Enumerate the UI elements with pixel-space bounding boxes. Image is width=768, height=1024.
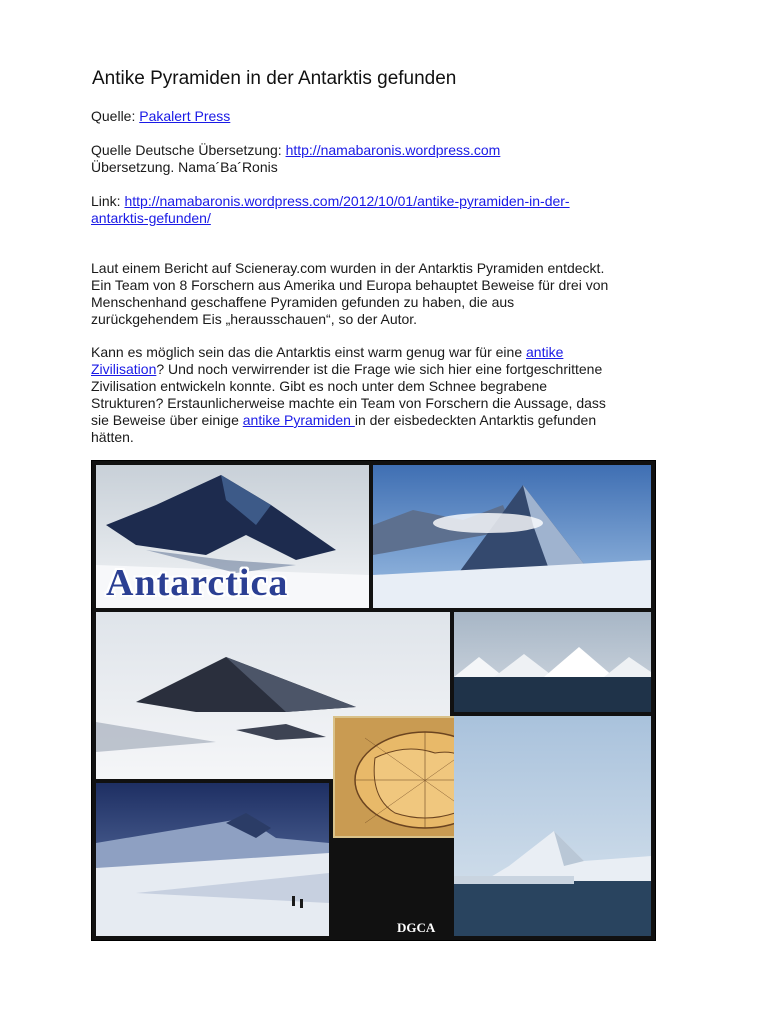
collage-title: Antarctica [106, 562, 289, 604]
paragraph-1 [91, 260, 681, 328]
paragraph-2-text: Kann es möglich sein das die Antarktis einst warm genug war für eine [91, 344, 527, 360]
paragraph-2-text: sie Beweise über einige [91, 412, 243, 428]
paragraph-1-line: Laut einem Bericht auf Scieneray.com wurden in der Antarktis Pyramiden entdeckt. [91, 260, 605, 276]
article-link-part1[interactable]: http://namabaronis.wordpress.com/2012/10/01/antike-pyramiden-in-der- [124, 193, 570, 209]
paragraph-2-line [91, 412, 681, 429]
paragraph-2-line: hätten. [91, 429, 134, 445]
article-link-line2 [91, 210, 211, 227]
paragraph-1-line: Menschenhand geschaffene Pyramiden gefunden zu haben, die aus [91, 294, 515, 310]
antike-link[interactable]: antike [526, 344, 564, 360]
collage-photo-iceberg [454, 716, 651, 936]
translator-line: Übersetzung. Nama´Ba´Ronis [91, 159, 278, 175]
collage-watermark: DGCA [397, 920, 436, 935]
translation-source-label: Quelle Deutsche Übersetzung: [91, 142, 286, 158]
translation-source-link[interactable]: http://namabaronis.wordpress.com [285, 142, 501, 158]
source-line [91, 108, 230, 125]
collage-photo-mountain [373, 465, 651, 608]
article-link-part2[interactable]: antarktis-gefunden/ [91, 210, 211, 226]
collage-photo-climbers [96, 783, 329, 936]
paragraph-2-line: Strukturen? Erstaunlicherweise machte ein Team von Forschern die Aussage, dass [91, 395, 606, 411]
paragraph-1-line: zurückgehendem Eis „herausschauen“, so der Autor. [91, 311, 418, 327]
article-link-line [91, 193, 570, 210]
paragraph-2-line: Zivilisation entwickeln konnte. Gibt es noch unter dem Schnee begrabene [91, 378, 548, 394]
zivilisation-link[interactable]: Zivilisation [91, 361, 157, 377]
page-title: Antike Pyramiden in der Antarktis gefunden [92, 68, 457, 89]
paragraph-2-text: ? Und noch verwirrender ist die Frage wie sich hier eine fortgeschrittene [156, 361, 603, 377]
antarctica-collage [91, 460, 656, 941]
source-label: Quelle: [91, 108, 140, 124]
paragraph-1-line: Ein Team von 8 Forschern aus Amerika und Europa behauptet Beweise für drei von [91, 277, 609, 293]
article-link-label: Link: [91, 193, 125, 209]
paragraph-2-line [91, 344, 681, 361]
paragraph-2-line [91, 361, 681, 378]
paragraph-2-text: in der eisbedeckten Antarktis gefunden [354, 412, 597, 428]
source-link[interactable]: Pakalert Press [139, 108, 231, 124]
paragraph-2 [91, 344, 681, 446]
translation-source-line [91, 142, 500, 159]
antike-pyramiden-link[interactable]: antike Pyramiden [242, 412, 355, 428]
collage-photo-icebergs [454, 612, 651, 712]
